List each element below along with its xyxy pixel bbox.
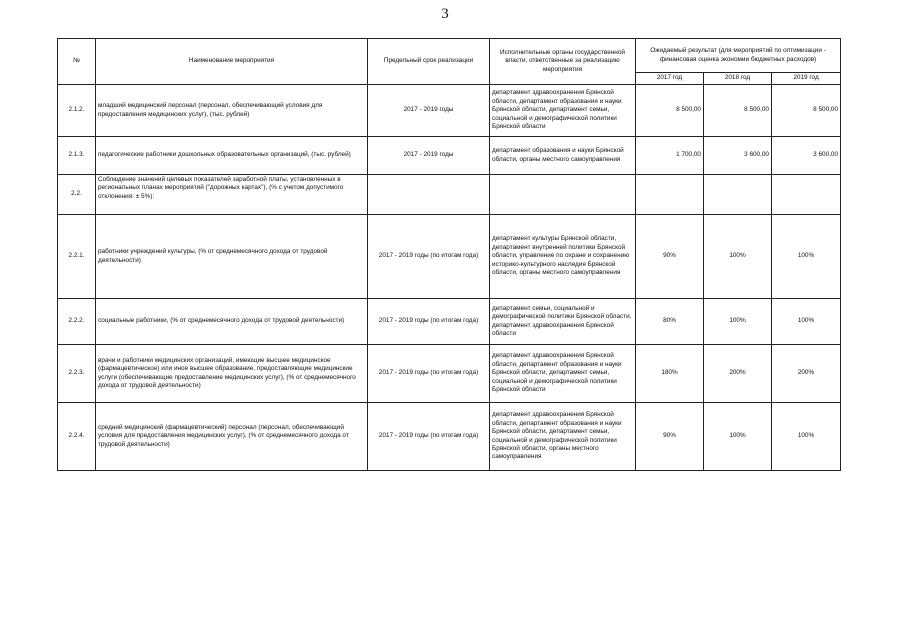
row-number: 2.1.2.	[58, 85, 96, 137]
header-year-2018: 2018 год	[704, 73, 772, 85]
measure-name: средний медицинский (фармацевтический) персонал (персонал, обеспечивающий условия для предоставления медицинских услуг), (% от среднемесячного дохода от трудовой деятельности)	[96, 403, 368, 471]
measure-deadline: 2017 - 2019 годы	[368, 137, 490, 175]
value-2018: 200%	[704, 345, 772, 403]
row-number: 2.2.	[58, 175, 96, 215]
measure-deadline: 2017 - 2019 годы (по итогам года)	[368, 215, 490, 299]
measure-deadline: 2017 - 2019 годы	[368, 85, 490, 137]
value-2019: 100%	[772, 299, 841, 345]
header-name: Наименование мероприятия	[96, 39, 368, 85]
value-2018: 100%	[704, 403, 772, 471]
value-2017	[636, 175, 704, 215]
header-year-2017: 2017 год	[636, 73, 704, 85]
measure-executors: департамент здравоохранения Брянской области, департамент образования и науки Брянской области, департамент семьи, социальной и демографической политики Брянской области, органы местного самоуправления	[490, 403, 636, 471]
value-2017: 1 700,00	[636, 137, 704, 175]
value-2018	[704, 175, 772, 215]
header-deadline: Предельный срок реализации	[368, 39, 490, 85]
measure-deadline: 2017 - 2019 годы (по итогам года)	[368, 299, 490, 345]
measure-name: педагогические работники дошкольных образовательных организаций, (тыс. рублей)	[96, 137, 368, 175]
table-header-row	[58, 39, 841, 73]
measure-name: социальные работники, (% от среднемесячного дохода от трудовой деятельности)	[96, 299, 368, 345]
row-number: 2.2.4.	[58, 403, 96, 471]
value-2019: 100%	[772, 215, 841, 299]
value-2018: 100%	[704, 299, 772, 345]
table-row	[58, 215, 841, 299]
measure-deadline: 2017 - 2019 годы (по итогам года)	[368, 345, 490, 403]
header-no: №	[58, 39, 96, 85]
measure-executors: департамент здравоохранения Брянской области, департамент образования и науки Брянской области, департамент семьи, социальной и демографической политики Брянской области	[490, 85, 636, 137]
measure-executors: департамент культуры Брянской области, департамент внутренней политики Брянской области, управление по охране и сохранению историко-культурного наследия Брянской области, органы местного самоуправления	[490, 215, 636, 299]
value-2019: 8 500,00	[772, 85, 841, 137]
value-2019: 100%	[772, 403, 841, 471]
value-2019	[772, 175, 841, 215]
measure-deadline	[368, 175, 490, 215]
row-number: 2.2.2.	[58, 299, 96, 345]
measure-executors: департамент семьи, социальной и демографической политики Брянской области, департамент здравоохранения Брянской области	[490, 299, 636, 345]
measure-executors: департамент здравоохранения Брянской области, департамент образования и науки Брянской области, департамент семьи, социальной и демографической политики Брянской области	[490, 345, 636, 403]
measure-executors: департамент образования и науки Брянской области, органы местного самоуправления	[490, 137, 636, 175]
table-row	[58, 175, 841, 215]
header-executors: Исполнительные органы государственной власти, ответственные за реализацию мероприятия	[490, 39, 636, 85]
table-row	[58, 299, 841, 345]
table-row	[58, 345, 841, 403]
measure-name: Соблюдение значений целевых показателей заработной платы, установленных в региональных планах мероприятий ("дорожных картах"), (% с учетом допустимого отклонения: ± 5%):	[96, 175, 368, 215]
measures-table	[57, 38, 841, 471]
value-2017: 80%	[636, 299, 704, 345]
header-expected: Ожидаемый результат (для мероприятий по оптимизации - финансовая оценка экономии бюджетных расходов)	[636, 39, 841, 73]
value-2018: 100%	[704, 215, 772, 299]
value-2017: 180%	[636, 345, 704, 403]
row-number: 2.1.3.	[58, 137, 96, 175]
measure-name: младший медицинский персонал (персонал, обеспечивающий условия для предоставления медицинских услуг), (тыс. рублей)	[96, 85, 368, 137]
measure-name: работники учреждений культуры, (% от среднемесячного дохода от трудовой деятельности)	[96, 215, 368, 299]
row-number: 2.2.1.	[58, 215, 96, 299]
measure-name: врачи и работники медицинских организаций, имеющие высшее медицинское (фармацевтическое) или иное высшее образование, предоставляющие медицинские услуги (обеспечивающие предоставление медицинских услуг), (% от среднемесячного дохода от трудовой деятельности)	[96, 345, 368, 403]
table-row	[58, 85, 841, 137]
value-2019: 200%	[772, 345, 841, 403]
table-row	[58, 137, 841, 175]
measure-executors	[490, 175, 636, 215]
header-year-2019: 2019 год	[772, 73, 841, 85]
value-2018: 8 500,00	[704, 85, 772, 137]
measure-deadline: 2017 - 2019 годы (по итогам года)	[368, 403, 490, 471]
page-number: 3	[441, 6, 449, 22]
table-row	[58, 403, 841, 471]
value-2019: 3 600,00	[772, 137, 841, 175]
value-2017: 90%	[636, 403, 704, 471]
value-2018: 3 600,00	[704, 137, 772, 175]
value-2017: 90%	[636, 215, 704, 299]
row-number: 2.2.3.	[58, 345, 96, 403]
value-2017: 8 500,00	[636, 85, 704, 137]
